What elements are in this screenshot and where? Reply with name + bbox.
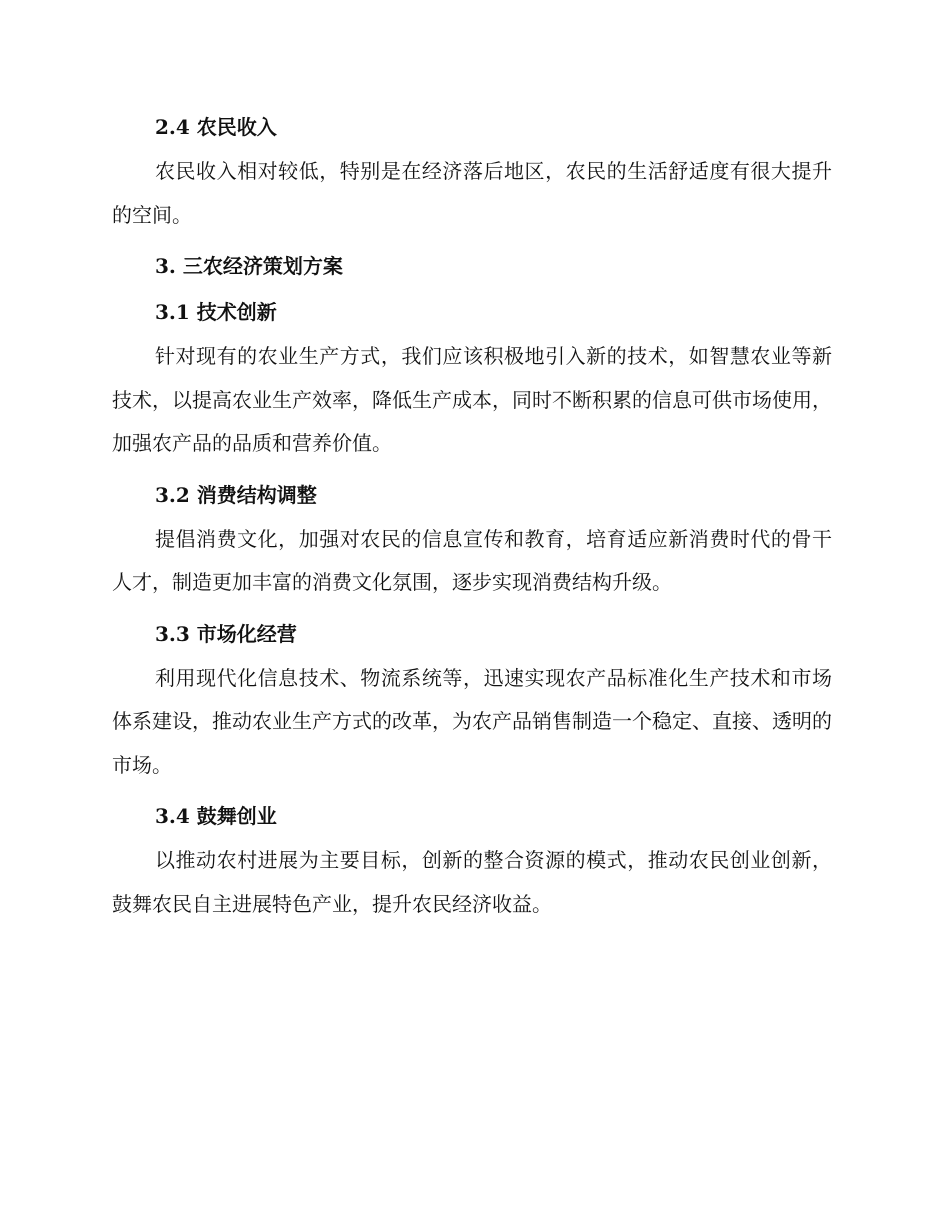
heading-3: 3. 三农经济策划方案 (155, 254, 343, 278)
heading-3-2: 3.2 消费结构调整 (155, 482, 317, 507)
paragraph-3-2: 提倡消费文化，加强对农民的信息宣传和教育，培育适应新消费时代的骨干人才，制造更加丰富的消费文化氛围，逐步实现消费结构升级。 (112, 526, 832, 594)
paragraph-3-3: 利用现代化信息技术、物流系统等，迅速实现农产品标准化生产技术和市场体系建设，推动农业生产方式的改革，为农产品销售制造一个稳定、直接、透明的市场。 (112, 665, 832, 777)
paragraph-2-4: 农民收入相对较低，特别是在经济落后地区，农民的生活舒适度有很大提升的空间。 (112, 159, 832, 227)
paragraph-3-1: 针对现有的农业生产方式，我们应该积极地引入新的技术，如智慧农业等新技术，以提高农业生产效率，降低生产成本，同时不断积累的信息可供市场使用，加强农产品的品质和营养价值。 (112, 344, 832, 455)
document-content (112, 110, 832, 926)
heading-3-4: 3.4 鼓舞创业 (155, 804, 277, 828)
heading-3-1: 3.1 技术创新 (155, 300, 277, 324)
heading-3-3: 3.3 市场化经营 (155, 621, 297, 646)
heading-2-4: 2.4 农民收入 (155, 115, 277, 139)
paragraph-3-4: 以推动农村进展为主要目标，创新的整合资源的模式，推动农民创业创新，鼓舞农民自主进展特色产业，提升农民经济收益。 (112, 848, 832, 916)
